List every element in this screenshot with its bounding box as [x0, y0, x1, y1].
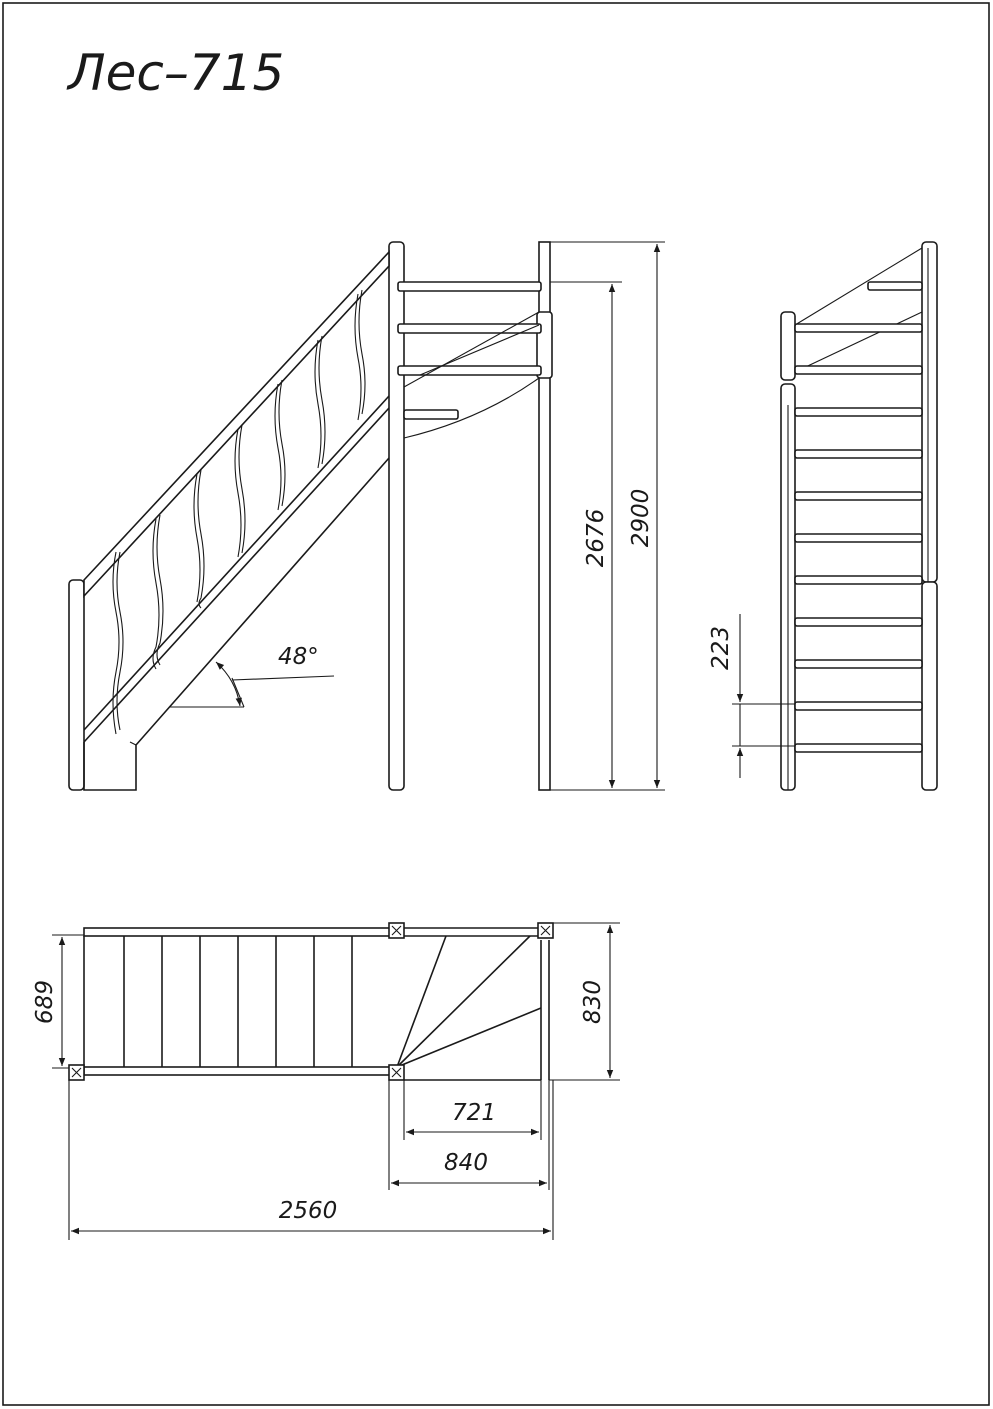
- winder-line: [397, 936, 446, 1067]
- winder-inner-label: 721: [452, 1100, 496, 1126]
- drawing-title: Лес–715: [68, 44, 285, 102]
- angle-dimension: [170, 644, 334, 707]
- angle-label: 48°: [278, 644, 319, 670]
- landing-width-label: 830: [580, 980, 606, 1024]
- total-length-label: 2560: [278, 1198, 338, 1224]
- height-floor-label: 2676: [583, 508, 609, 568]
- riser-label: 223: [708, 626, 734, 670]
- plan-bottom-rail: [84, 1067, 390, 1075]
- side-right-post: [922, 582, 937, 790]
- handrail: [84, 252, 389, 596]
- stringer: [84, 458, 389, 790]
- plan-top-rail: [84, 928, 390, 936]
- winder-treads: [398, 282, 541, 438]
- height-total-label: 2900: [628, 488, 654, 548]
- height-dimensions: [550, 242, 665, 790]
- front-elevation: [69, 242, 665, 790]
- stair-width-label: 689: [32, 980, 58, 1024]
- winder-outer-label: 840: [444, 1150, 488, 1176]
- plan-treads: [124, 936, 352, 1067]
- plan-posts: [69, 923, 553, 1080]
- side-treads: [795, 324, 922, 752]
- plan-view: [32, 923, 620, 1240]
- left-newel-post: [69, 580, 84, 790]
- side-elevation: [708, 242, 937, 790]
